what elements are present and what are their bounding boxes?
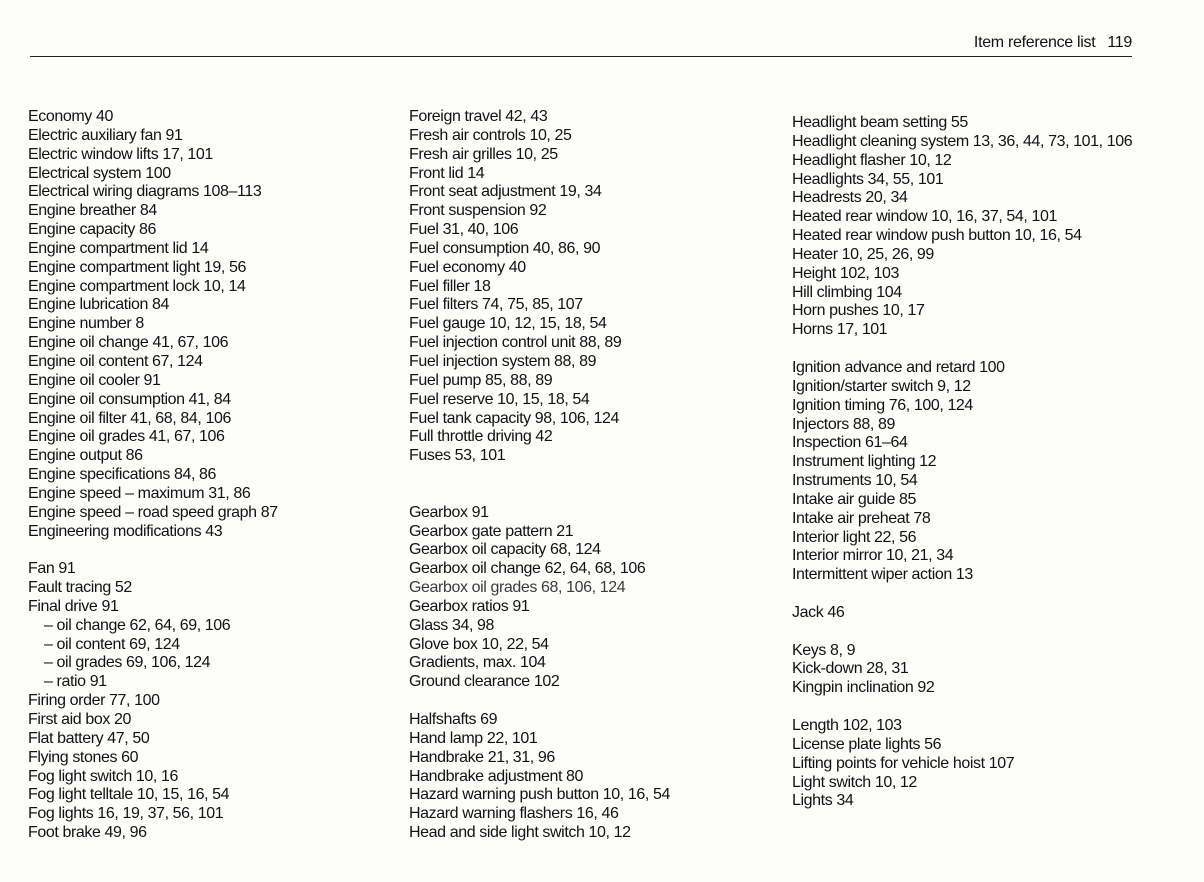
index-entry: Fan 91 bbox=[28, 560, 76, 578]
index-entry: Gearbox gate pattern 21 bbox=[409, 522, 574, 540]
index-entry: Fog light switch 10, 16 bbox=[28, 767, 178, 785]
index-entry: Electric auxiliary fan 91 bbox=[28, 126, 183, 144]
index-entry: Engine oil filter 41, 68, 84, 106 bbox=[28, 409, 231, 427]
index-entry: Interior light 22, 56 bbox=[792, 528, 917, 546]
index-entry: Fuel filters 74, 75, 85, 107 bbox=[409, 296, 583, 314]
index-entry: Fuel injection control unit 88, 89 bbox=[409, 334, 622, 352]
index-entry: Engine oil consumption 41, 84 bbox=[28, 390, 231, 408]
index-entry: Hill climbing 104 bbox=[792, 283, 902, 301]
index-entry: Fuel reserve 10, 15, 18, 54 bbox=[409, 390, 590, 408]
index-entry: Horns 17, 101 bbox=[792, 321, 888, 339]
group-spacer bbox=[792, 698, 1152, 717]
index-entry: Headlight beam setting 55 bbox=[792, 114, 968, 131]
index-entry: Intake air preheat 78 bbox=[792, 509, 931, 527]
index-entry: Flying stones 60 bbox=[28, 748, 139, 766]
index-entry: Engine oil grades 41, 67, 106 bbox=[28, 428, 225, 446]
index-entry: Hand lamp 22, 101 bbox=[409, 729, 538, 747]
index-entry: Heater 10, 25, 26, 99 bbox=[792, 245, 934, 263]
index-entry: Length 102, 103 bbox=[792, 717, 902, 734]
index-entry: Fuel gauge 10, 12, 15, 18, 54 bbox=[409, 315, 607, 333]
index-entry: Engine breather 84 bbox=[28, 202, 157, 220]
index-entry: Headlight cleaning system 13, 36, 44, 73, 101, 106 bbox=[792, 132, 1133, 150]
index-entry: Gearbox 91 bbox=[409, 503, 489, 521]
index-entry: Engineering modifications 43 bbox=[28, 522, 223, 540]
index-entry: Gradients, max. 104 bbox=[409, 654, 546, 672]
index-entry: Horn pushes 10, 17 bbox=[792, 302, 925, 320]
index-entry: Final drive 91 bbox=[28, 597, 119, 615]
index-entry: Engine lubrication 84 bbox=[28, 296, 170, 314]
page-number: 119 bbox=[1107, 34, 1132, 51]
index-entry: Instruments 10, 54 bbox=[792, 472, 918, 490]
index-entry: Ignition timing 76, 100, 124 bbox=[792, 396, 973, 414]
index-entry: Headlight flasher 10, 12 bbox=[792, 151, 952, 169]
index-entry: Ground clearance 102 bbox=[409, 673, 560, 691]
group-spacer bbox=[792, 340, 1152, 359]
group-spacer bbox=[792, 585, 1152, 604]
index-entry: Inspection 61–64 bbox=[792, 434, 908, 452]
index-entry: Engine speed – maximum 31, 86 bbox=[28, 484, 251, 502]
header-rule bbox=[30, 56, 1132, 57]
index-entry: Ignition/starter switch 9, 12 bbox=[792, 377, 971, 395]
index-entry: Jack 46 bbox=[792, 603, 845, 621]
index-entry: Engine oil content 67, 124 bbox=[28, 352, 203, 370]
index-entry: Heated rear window 10, 16, 37, 54, 101 bbox=[792, 208, 1057, 226]
index-entry: Engine compartment lock 10, 14 bbox=[28, 277, 246, 295]
header-title: Item reference list bbox=[973, 34, 1096, 51]
index-entry: Lifting points for vehicle hoist 107 bbox=[792, 754, 1015, 772]
index-entry: License plate lights 56 bbox=[792, 735, 942, 753]
index-entry: Engine compartment light 19, 56 bbox=[28, 258, 246, 276]
index-entry: Front seat adjustment 19, 34 bbox=[409, 183, 602, 201]
index-entry: Height 102, 103 bbox=[792, 264, 899, 282]
index-entry: Front suspension 92 bbox=[409, 202, 547, 220]
index-entry: Instrument lighting 12 bbox=[792, 453, 937, 471]
index-subentry: – oil grades 69, 106, 124 bbox=[44, 654, 211, 672]
index-entry: Handbrake 21, 31, 96 bbox=[409, 748, 555, 766]
index-entry: Fuel injection system 88, 89 bbox=[409, 352, 597, 370]
index-entry: Headrests 20, 34 bbox=[792, 189, 908, 207]
index-entry: Engine compartment lid 14 bbox=[28, 239, 209, 257]
index-entry: Foot brake 49, 96 bbox=[28, 824, 147, 842]
index-column-2 bbox=[409, 108, 779, 843]
index-entry: Economy 40 bbox=[28, 108, 113, 125]
index-entry: Gearbox oil change 62, 64, 68, 106 bbox=[409, 560, 646, 578]
index-entry: Interior mirror 10, 21, 34 bbox=[792, 547, 954, 565]
index-entry: Fuel economy 40 bbox=[409, 258, 526, 276]
index-entry: Lights 34 bbox=[792, 792, 854, 810]
index-column-3 bbox=[792, 114, 1152, 811]
index-entry: Fresh air grilles 10, 25 bbox=[409, 145, 558, 163]
index-entry: Full throttle driving 42 bbox=[409, 428, 553, 446]
index-entry: Fog lights 16, 19, 37, 56, 101 bbox=[28, 805, 224, 823]
index-entry: Keys 8, 9 bbox=[792, 641, 856, 659]
index-entry: Engine output 86 bbox=[28, 447, 143, 465]
index-entry: Gearbox ratios 91 bbox=[409, 597, 530, 615]
index-entry: Fresh air controls 10, 25 bbox=[409, 126, 572, 144]
index-entry: First aid box 20 bbox=[28, 711, 131, 728]
index-entry: Handbrake adjustment 80 bbox=[409, 767, 584, 785]
index-entry: Glove box 10, 22, 54 bbox=[409, 635, 549, 653]
index-entry: Gearbox oil grades 68, 106, 124 bbox=[409, 579, 626, 597]
index-entry: Halfshafts 69 bbox=[409, 711, 498, 728]
index-entry: Fuel tank capacity 98, 106, 124 bbox=[409, 409, 619, 427]
index-subentry: – oil content 69, 124 bbox=[44, 635, 180, 653]
index-entry: Glass 34, 98 bbox=[409, 616, 495, 634]
index-entry: Injectors 88, 89 bbox=[792, 415, 895, 433]
index-entry: Kick-down 28, 31 bbox=[792, 660, 909, 678]
index-entry: Electrical wiring diagrams 108–113 bbox=[28, 183, 262, 201]
index-entry: Gearbox oil capacity 68, 124 bbox=[409, 541, 601, 559]
index-entry: Hazard warning flashers 16, 46 bbox=[409, 805, 619, 823]
index-entry: Ignition advance and retard 100 bbox=[792, 358, 1005, 376]
group-spacer bbox=[409, 692, 779, 711]
index-entry: Fog light telltale 10, 15, 16, 54 bbox=[28, 786, 230, 804]
index-subentry: – oil change 62, 64, 69, 106 bbox=[44, 616, 231, 634]
index-entry: Intake air guide 85 bbox=[792, 490, 917, 508]
index-entry: Electrical system 100 bbox=[28, 164, 171, 182]
index-entry: Light switch 10, 12 bbox=[792, 773, 917, 791]
index-entry: Front lid 14 bbox=[409, 164, 485, 182]
index-entry: Head and side light switch 10, 12 bbox=[409, 824, 631, 842]
index-entry: Kingpin inclination 92 bbox=[792, 679, 935, 697]
index-entry: Headlights 34, 55, 101 bbox=[792, 170, 944, 188]
index-entry: Fuses 53, 101 bbox=[409, 447, 506, 465]
group-spacer bbox=[28, 541, 388, 560]
index-column-1 bbox=[28, 108, 388, 843]
index-entry: Engine capacity 86 bbox=[28, 221, 157, 239]
index-entry: Hazard warning push button 10, 16, 54 bbox=[409, 786, 670, 804]
group-spacer bbox=[409, 485, 779, 504]
index-entry: Firing order 77, 100 bbox=[28, 692, 160, 710]
index-entry: Heated rear window push button 10, 16, 54 bbox=[792, 227, 1082, 245]
index-entry: Engine specifications 84, 86 bbox=[28, 466, 217, 484]
index-entry: Engine speed – road speed graph 87 bbox=[28, 503, 278, 521]
index-entry: Flat battery 47, 50 bbox=[28, 729, 150, 747]
index-entry: Foreign travel 42, 43 bbox=[409, 108, 548, 125]
index-entry: Fuel 31, 40, 106 bbox=[409, 221, 519, 239]
running-header bbox=[30, 34, 1132, 56]
index-entry: Fuel filler 18 bbox=[409, 277, 491, 295]
index-entry: Engine oil change 41, 67, 106 bbox=[28, 334, 229, 352]
group-spacer bbox=[792, 623, 1152, 642]
index-entry: Fuel consumption 40, 86, 90 bbox=[409, 239, 601, 257]
index-entry: Engine oil cooler 91 bbox=[28, 371, 161, 389]
index-entry: Electric window lifts 17, 101 bbox=[28, 145, 213, 163]
index-entry: Intermittent wiper action 13 bbox=[792, 566, 973, 584]
index-subentry: – ratio 91 bbox=[44, 673, 107, 691]
index-entry: Fault tracing 52 bbox=[28, 579, 132, 597]
group-spacer bbox=[409, 466, 779, 485]
index-entry: Fuel pump 85, 88, 89 bbox=[409, 371, 553, 389]
index-entry: Engine number 8 bbox=[28, 315, 144, 333]
